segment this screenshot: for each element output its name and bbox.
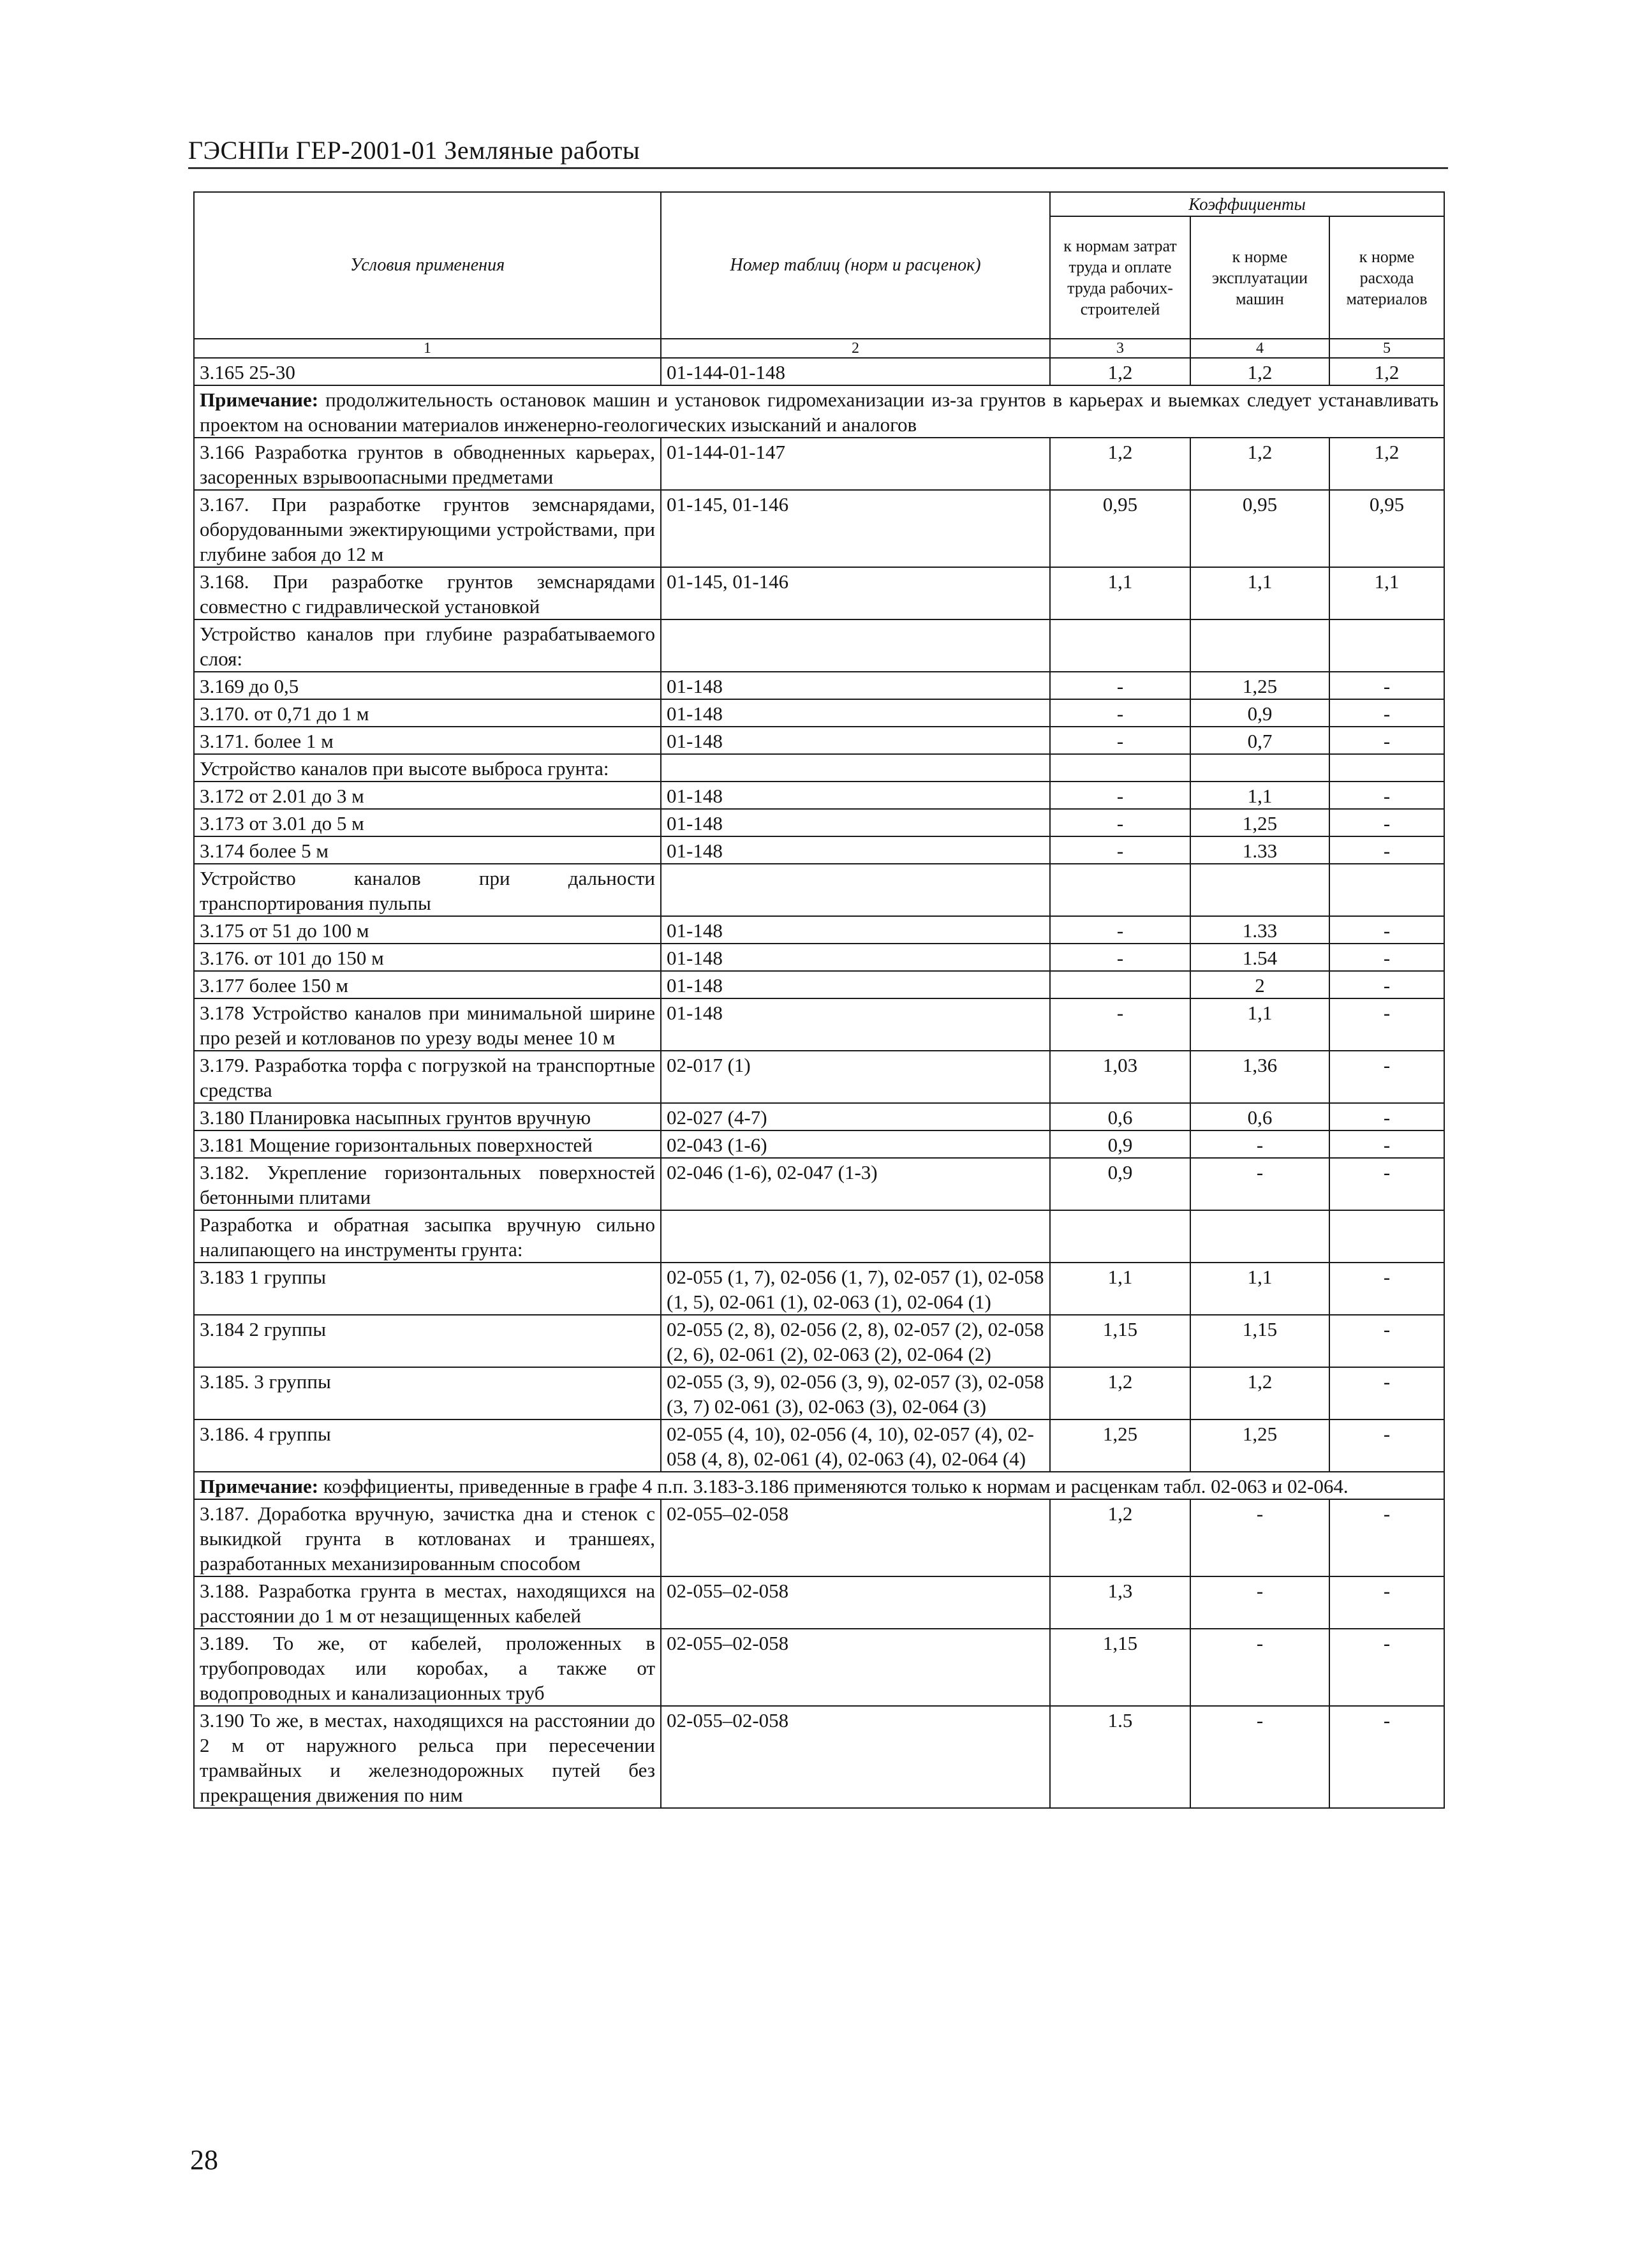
labor-coef-cell: 1,15	[1050, 1629, 1190, 1706]
table-number-cell: 02-046 (1-6), 02-047 (1-3)	[661, 1158, 1050, 1210]
machine-coef-cell: -	[1190, 1629, 1329, 1706]
labor-coef-cell: 1,3	[1050, 1576, 1190, 1629]
table-number-cell: 01-148	[661, 998, 1050, 1051]
condition-cell: 3.179. Разработка торфа с погрузкой на транспортные средства	[194, 1051, 661, 1103]
labor-coef-cell: 1,2	[1050, 438, 1190, 490]
material-coef-cell: -	[1329, 1315, 1444, 1367]
table-row	[194, 358, 1444, 385]
labor-coef-cell: -	[1050, 699, 1190, 727]
table-row	[194, 754, 1444, 782]
table-row	[194, 944, 1444, 971]
material-coef-cell: 1,1	[1329, 567, 1444, 619]
running-header: ГЭСНПи ГЕР-2001-01 Земляные работы	[188, 136, 640, 165]
column-number: 1	[194, 339, 661, 358]
table-row	[194, 438, 1444, 490]
condition-cell: Разработка и обратная засыпка вручную сильно налипающего на инструменты грунта:	[194, 1210, 661, 1263]
material-coef-cell: -	[1329, 1130, 1444, 1158]
table-number-cell: 01-148	[661, 971, 1050, 998]
page-number: 28	[190, 2144, 218, 2175]
condition-cell: Устройство каналов при высоте выброса грунта:	[194, 754, 661, 782]
machine-coef-cell: 1,25	[1190, 672, 1329, 699]
labor-coef-cell: 1,25	[1050, 1419, 1190, 1472]
condition-cell: 3.187. Доработка вручную, зачистка дна и стенок с выкидкой грунта в котлованах и траншеях, разработанных механизированным способом	[194, 1499, 661, 1576]
material-coef-cell: -	[1329, 998, 1444, 1051]
machine-coef-cell: 1,1	[1190, 998, 1329, 1051]
note-row	[194, 385, 1444, 438]
labor-coef-cell	[1050, 1210, 1190, 1263]
machine-coef-cell: 1,2	[1190, 358, 1329, 385]
table-row	[194, 836, 1444, 864]
labor-coef-cell	[1050, 619, 1190, 672]
table-row	[194, 971, 1444, 998]
table-row	[194, 809, 1444, 836]
table-number-cell: 02-055–02-058	[661, 1576, 1050, 1629]
material-coef-cell: -	[1329, 971, 1444, 998]
table-row	[194, 567, 1444, 619]
labor-coef-cell: -	[1050, 672, 1190, 699]
labor-coef-cell: 1,1	[1050, 567, 1190, 619]
condition-cell: 3.167. При разработке грунтов земснарядами, оборудованными эжектирующими устройствами, при глубине забоя до 12 м	[194, 490, 661, 567]
machine-coef-cell: 1,2	[1190, 1367, 1329, 1419]
condition-cell: 3.178 Устройство каналов при минимальной ширине про резей и котлованов по урезу воды менее 10 м	[194, 998, 661, 1051]
table-row	[194, 1315, 1444, 1367]
material-coef-cell	[1329, 864, 1444, 916]
material-coef-cell	[1329, 619, 1444, 672]
conditions-header: Условия применения	[194, 192, 661, 339]
labor-coef-cell	[1050, 754, 1190, 782]
material-coef-cell: -	[1329, 1263, 1444, 1315]
machine-coef-cell: 1,25	[1190, 809, 1329, 836]
table-number-cell: 02-027 (4-7)	[661, 1103, 1050, 1130]
table-row	[194, 619, 1444, 672]
labor-coef-cell: 1,1	[1050, 1263, 1190, 1315]
table-number-cell: 02-055 (4, 10), 02-056 (4, 10), 02-057 (4), 02-058 (4, 8), 02-061 (4), 02-063 (4), 02-064 (4)	[661, 1419, 1050, 1472]
labor-coef-cell: 0,9	[1050, 1130, 1190, 1158]
note-row	[194, 1472, 1444, 1499]
material-coef-cell: -	[1329, 672, 1444, 699]
condition-cell: 3.165 25-30	[194, 358, 661, 385]
material-coef-cell: -	[1329, 944, 1444, 971]
labor-coef-cell: 1,2	[1050, 1499, 1190, 1576]
material-coef-cell	[1329, 754, 1444, 782]
table-number-cell	[661, 1210, 1050, 1263]
table-row	[194, 490, 1444, 567]
condition-cell: 3.184 2 группы	[194, 1315, 661, 1367]
machine-coef-cell	[1190, 864, 1329, 916]
table-body	[194, 358, 1444, 1808]
column-number: 3	[1050, 339, 1190, 358]
labor-coef-cell: -	[1050, 916, 1190, 944]
condition-cell: 3.189. То же, от кабелей, проложенных в трубопроводах или коробах, а также от водопроводных и канализационных труб	[194, 1629, 661, 1706]
table-row	[194, 916, 1444, 944]
table-row	[194, 1706, 1444, 1808]
table-row	[194, 699, 1444, 727]
material-coef-cell: -	[1329, 916, 1444, 944]
note-text: коэффициенты, приведенные в графе 4 п.п. 3.183-3.186 применяются только к нормам и расценкам табл. 02-063 и 02-064.	[318, 1475, 1349, 1497]
table-number-cell: 01-145, 01-146	[661, 567, 1050, 619]
machine-coef-cell: 0,9	[1190, 699, 1329, 727]
table-number-cell: 01-144-01-147	[661, 438, 1050, 490]
table-number-cell: 01-148	[661, 809, 1050, 836]
machine-coef-cell: 0,6	[1190, 1103, 1329, 1130]
material-coef-header: к норме расхода материалов	[1329, 216, 1444, 339]
condition-cell: 3.185. 3 группы	[194, 1367, 661, 1419]
labor-coef-cell: -	[1050, 727, 1190, 754]
table-row	[194, 782, 1444, 809]
table-row	[194, 672, 1444, 699]
labor-coef-cell: 1.5	[1050, 1706, 1190, 1808]
table-number-cell: 01-148	[661, 782, 1050, 809]
material-coef-cell: -	[1329, 1419, 1444, 1472]
table-row	[194, 1419, 1444, 1472]
condition-cell: 3.174 более 5 м	[194, 836, 661, 864]
machine-coef-cell	[1190, 754, 1329, 782]
condition-cell: 3.166 Разработка грунтов в обводненных карьерах, засоренных взрывоопасными предметами	[194, 438, 661, 490]
labor-coef-cell: 1,2	[1050, 1367, 1190, 1419]
condition-cell: 3.186. 4 группы	[194, 1419, 661, 1472]
condition-cell: Устройство каналов при глубине разрабатываемого слоя:	[194, 619, 661, 672]
machine-coef-cell: 1,25	[1190, 1419, 1329, 1472]
condition-cell: 3.172 от 2.01 до 3 м	[194, 782, 661, 809]
material-coef-cell: -	[1329, 809, 1444, 836]
coefficients-table	[193, 191, 1445, 1809]
machine-coef-cell: 2	[1190, 971, 1329, 998]
table-row	[194, 1103, 1444, 1130]
table-row	[194, 1130, 1444, 1158]
condition-cell: 3.183 1 группы	[194, 1263, 661, 1315]
machine-coef-cell	[1190, 1210, 1329, 1263]
table-number-cell	[661, 864, 1050, 916]
note-cell	[194, 385, 1444, 438]
table-number-cell: 01-148	[661, 836, 1050, 864]
note-label: Примечание:	[200, 389, 319, 411]
material-coef-cell: -	[1329, 1367, 1444, 1419]
machine-coef-header: к норме эксплуатации машин	[1190, 216, 1329, 339]
machine-coef-cell: -	[1190, 1706, 1329, 1808]
labor-coef-cell: 1,03	[1050, 1051, 1190, 1103]
labor-coef-cell: 0,9	[1050, 1158, 1190, 1210]
machine-coef-cell: -	[1190, 1576, 1329, 1629]
machine-coef-cell: -	[1190, 1130, 1329, 1158]
table-row	[194, 1051, 1444, 1103]
material-coef-cell: -	[1329, 1629, 1444, 1706]
machine-coef-cell: 1,1	[1190, 567, 1329, 619]
machine-coef-cell: 1.54	[1190, 944, 1329, 971]
column-number-row	[194, 339, 1444, 358]
table-row	[194, 864, 1444, 916]
machine-coef-cell: 1,2	[1190, 438, 1329, 490]
condition-cell: 3.168. При разработке грунтов земснарядами совместно с гидравлической установкой	[194, 567, 661, 619]
table-row	[194, 1210, 1444, 1263]
table-number-cell: 02-017 (1)	[661, 1051, 1050, 1103]
labor-coef-cell: 1,15	[1050, 1315, 1190, 1367]
table-row	[194, 1576, 1444, 1629]
machine-coef-cell: 1,36	[1190, 1051, 1329, 1103]
table-number-cell: 02-043 (1-6)	[661, 1130, 1050, 1158]
condition-cell: 3.171. более 1 м	[194, 727, 661, 754]
note-cell	[194, 1472, 1444, 1499]
table-number-cell: 01-144-01-148	[661, 358, 1050, 385]
table-number-cell: 01-148	[661, 916, 1050, 944]
machine-coef-cell: 1.33	[1190, 916, 1329, 944]
condition-cell: 3.175 от 51 до 100 м	[194, 916, 661, 944]
condition-cell: 3.176. от 101 до 150 м	[194, 944, 661, 971]
table-row	[194, 1629, 1444, 1706]
labor-coef-cell: 0,95	[1050, 490, 1190, 567]
table-row	[194, 1158, 1444, 1210]
table-number-cell: 02-055–02-058	[661, 1499, 1050, 1576]
condition-cell: 3.181 Мощение горизонтальных поверхностей	[194, 1130, 661, 1158]
material-coef-cell: -	[1329, 1576, 1444, 1629]
table-number-cell: 02-055–02-058	[661, 1706, 1050, 1808]
table-row	[194, 998, 1444, 1051]
table-row	[194, 1263, 1444, 1315]
machine-coef-cell: -	[1190, 1158, 1329, 1210]
machine-coef-cell: 1,1	[1190, 782, 1329, 809]
labor-coef-cell: -	[1050, 782, 1190, 809]
labor-coef-header: к нормам затрат труда и оплате труда рабочих-строителей	[1050, 216, 1190, 339]
material-coef-cell: -	[1329, 782, 1444, 809]
coefficients-header: Коэффициенты	[1050, 192, 1444, 216]
labor-coef-cell	[1050, 971, 1190, 998]
table-number-cell: 01-148	[661, 672, 1050, 699]
material-coef-cell: 0,95	[1329, 490, 1444, 567]
material-coef-cell: -	[1329, 1158, 1444, 1210]
material-coef-cell: -	[1329, 1051, 1444, 1103]
note-label: Примечание:	[200, 1475, 319, 1497]
table-row	[194, 727, 1444, 754]
labor-coef-cell: 0,6	[1050, 1103, 1190, 1130]
table-number-cell	[661, 619, 1050, 672]
material-coef-cell: -	[1329, 727, 1444, 754]
machine-coef-cell: 0,7	[1190, 727, 1329, 754]
machine-coef-cell: 1.33	[1190, 836, 1329, 864]
condition-cell: 3.173 от 3.01 до 5 м	[194, 809, 661, 836]
condition-cell: 3.188. Разработка грунта в местах, находящихся на расстоянии до 1 м от незащищенных кабелей	[194, 1576, 661, 1629]
table-number-cell: 02-055 (2, 8), 02-056 (2, 8), 02-057 (2), 02-058 (2, 6), 02-061 (2), 02-063 (2), 02-064 (2)	[661, 1315, 1050, 1367]
machine-coef-cell: 0,95	[1190, 490, 1329, 567]
machine-coef-cell: 1,15	[1190, 1315, 1329, 1367]
labor-coef-cell: -	[1050, 944, 1190, 971]
machine-coef-cell: 1,1	[1190, 1263, 1329, 1315]
labor-coef-cell: -	[1050, 836, 1190, 864]
condition-cell: 3.170. от 0,71 до 1 м	[194, 699, 661, 727]
table-numbers-header: Номер таблиц (норм и расценок)	[661, 192, 1050, 339]
material-coef-cell: -	[1329, 1499, 1444, 1576]
material-coef-cell	[1329, 1210, 1444, 1263]
table-row	[194, 1499, 1444, 1576]
condition-cell: 3.182. Укрепление горизонтальных поверхностей бетонными плитами	[194, 1158, 661, 1210]
table-number-cell	[661, 754, 1050, 782]
column-number: 4	[1190, 339, 1329, 358]
column-number: 2	[661, 339, 1050, 358]
material-coef-cell: 1,2	[1329, 438, 1444, 490]
labor-coef-cell	[1050, 864, 1190, 916]
header-rule	[188, 167, 1448, 169]
labor-coef-cell: -	[1050, 809, 1190, 836]
condition-cell: Устройство каналов при дальности транспортирования пульпы	[194, 864, 661, 916]
machine-coef-cell	[1190, 619, 1329, 672]
table-number-cell: 02-055–02-058	[661, 1629, 1050, 1706]
material-coef-cell: -	[1329, 1103, 1444, 1130]
column-number: 5	[1329, 339, 1444, 358]
material-coef-cell: -	[1329, 836, 1444, 864]
condition-cell: 3.180 Планировка насыпных грунтов вручную	[194, 1103, 661, 1130]
condition-cell: 3.177 более 150 м	[194, 971, 661, 998]
table-number-cell: 02-055 (3, 9), 02-056 (3, 9), 02-057 (3), 02-058 (3, 7) 02-061 (3), 02-063 (3), 02-064 (3)	[661, 1367, 1050, 1419]
table-number-cell: 01-148	[661, 944, 1050, 971]
table-number-cell: 01-145, 01-146	[661, 490, 1050, 567]
material-coef-cell: -	[1329, 699, 1444, 727]
material-coef-cell: 1,2	[1329, 358, 1444, 385]
material-coef-cell: -	[1329, 1706, 1444, 1808]
labor-coef-cell: -	[1050, 998, 1190, 1051]
condition-cell: 3.190 То же, в местах, находящихся на расстоянии до 2 м от наружного рельса при пересечении трамвайных и железнодорожных путей без прекращения движения по ним	[194, 1706, 661, 1808]
labor-coef-cell: 1,2	[1050, 358, 1190, 385]
table-row	[194, 1367, 1444, 1419]
machine-coef-cell: -	[1190, 1499, 1329, 1576]
table-number-cell: 02-055 (1, 7), 02-056 (1, 7), 02-057 (1), 02-058 (1, 5), 02-061 (1), 02-063 (1), 02-064 (1)	[661, 1263, 1050, 1315]
table-number-cell: 01-148	[661, 727, 1050, 754]
condition-cell: 3.169 до 0,5	[194, 672, 661, 699]
table-number-cell: 01-148	[661, 699, 1050, 727]
note-text: продолжительность остановок машин и установок гидромеханизации из-за грунтов в карьерах и выемках следует устанавливать проектом на основании материалов инженерно-геологических изысканий и аналогов	[200, 389, 1439, 436]
